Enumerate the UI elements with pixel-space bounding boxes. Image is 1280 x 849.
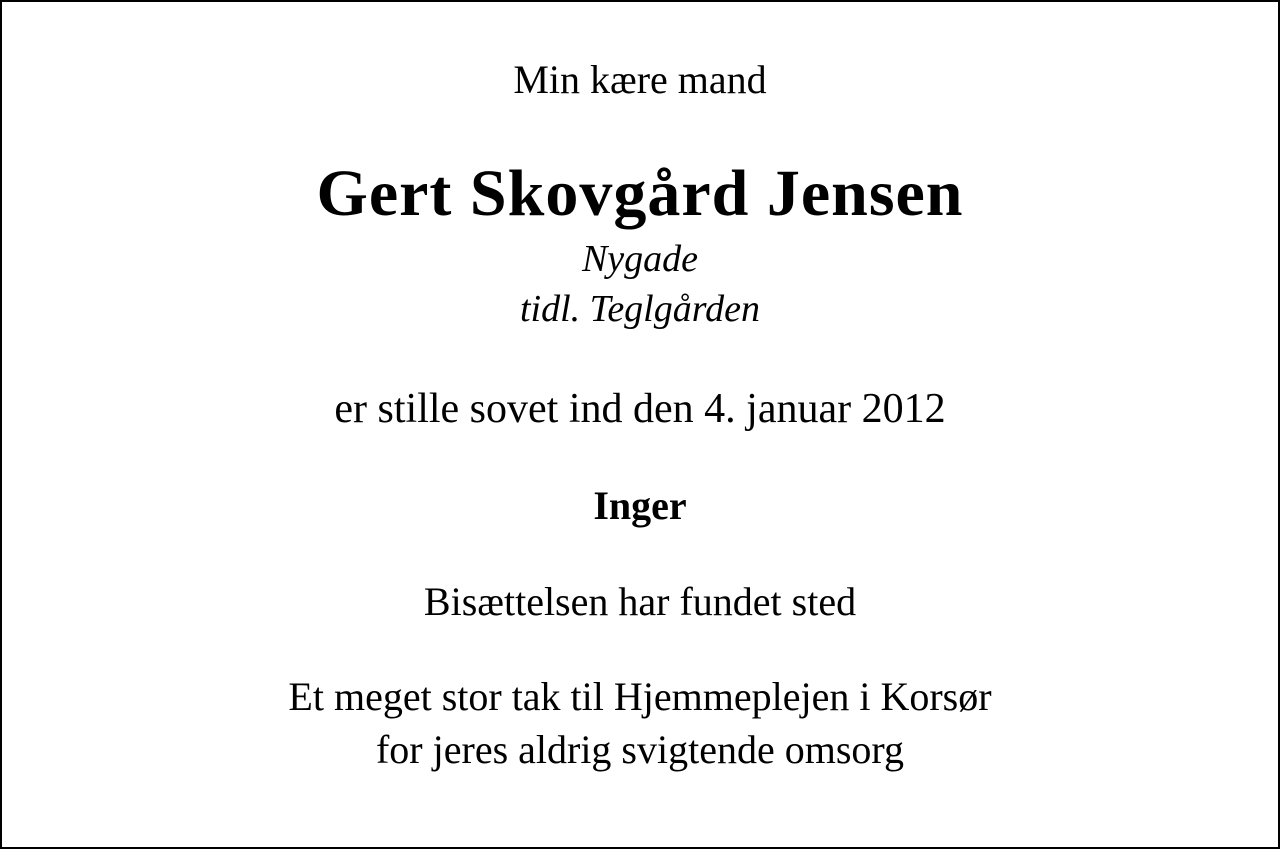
thanks-line-2: for jeres aldrig svigtende omsorg xyxy=(375,727,905,772)
death-date-line: er stille sovet ind den 4. januar 2012 xyxy=(334,386,946,432)
death-notice xyxy=(2,2,1278,776)
thanks-line-1: Et meget stor tak til Hjemmeplejen i Korsør xyxy=(288,674,992,719)
signature-name: Inger xyxy=(593,483,687,528)
address-line: Nygade xyxy=(581,238,699,280)
preamble-text: Min kære mand xyxy=(513,57,767,102)
thanks-block xyxy=(2,670,1278,776)
former-address-line: tidl. Teglgården xyxy=(520,288,760,330)
deceased-name: Gert Skovgård Jensen xyxy=(316,157,964,230)
ceremony-line: Bisættelsen har fundet sted xyxy=(423,579,857,624)
